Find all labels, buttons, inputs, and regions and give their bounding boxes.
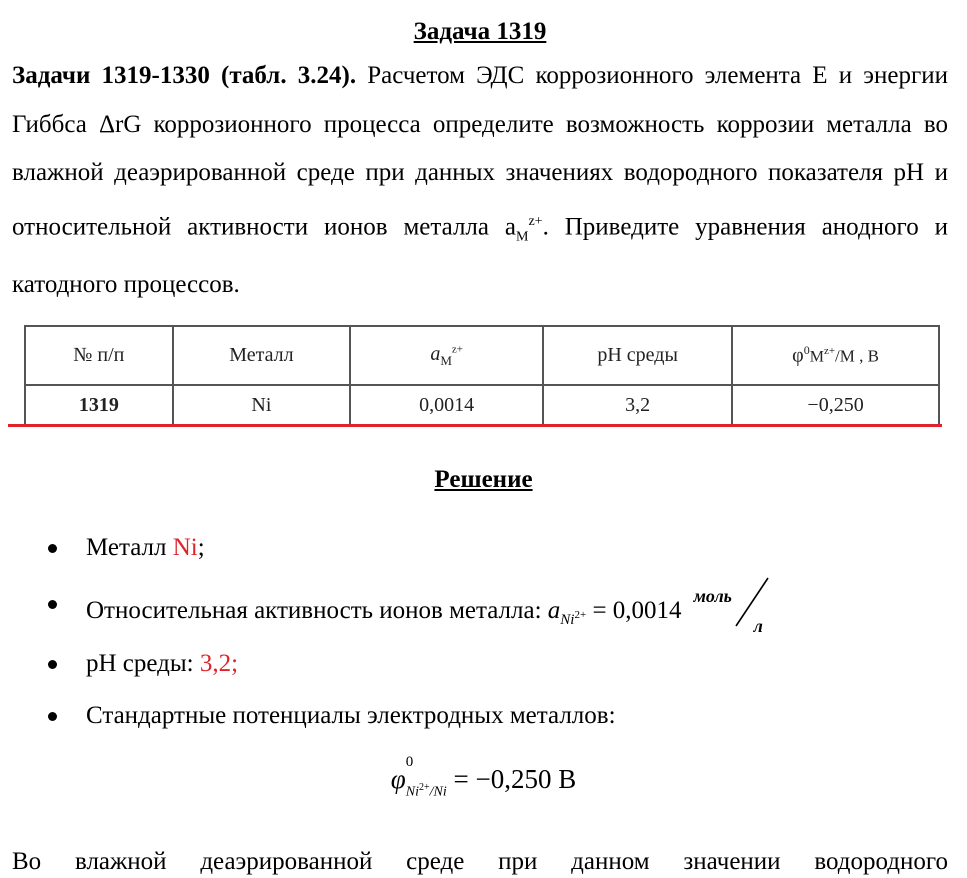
problem-text-2: . Приведите уравнения анодного и катодного процессов.	[12, 212, 948, 299]
activity-sub-wrap	[560, 609, 587, 628]
header-activity-sub: M	[440, 352, 452, 368]
bullet-dot-icon	[48, 712, 57, 721]
problem-sup-z: z+	[528, 213, 543, 229]
header-activity-sup: z+	[451, 342, 463, 355]
solution-bullet-list	[48, 530, 782, 732]
bullet-dot-icon	[48, 600, 57, 609]
cell-number: 1319	[25, 385, 173, 425]
header-potential-tail: /M , B	[835, 346, 879, 366]
formula-sub: Ni	[405, 785, 419, 800]
unit-denominator: л	[753, 616, 763, 636]
bullet-metal-value: Ni	[172, 534, 198, 561]
header-potential-supz: z+	[823, 345, 836, 358]
formula-sub-wrap	[406, 781, 447, 800]
list-item	[48, 700, 782, 732]
header-potential	[732, 326, 939, 385]
problem-lead: Задачи 1319-1330 (табл. 3.24).	[12, 62, 357, 89]
unit-fraction	[692, 586, 782, 636]
red-underline-divider	[8, 424, 942, 427]
activity-value: = 0,0014	[586, 597, 682, 624]
continuation-text: Во влажной деаэрированной среде при данном значении водородного	[12, 848, 948, 875]
document-body	[12, 0, 948, 310]
bullet-ph-value: 3,2;	[199, 650, 239, 677]
bullet-metal-label: Металл	[86, 534, 173, 561]
list-item	[48, 648, 782, 680]
header-number: № п/п	[25, 326, 173, 385]
formula-value: = −0,250 B	[446, 764, 577, 794]
solution-title: Решение	[434, 466, 533, 493]
bullet-dot-icon	[48, 544, 57, 553]
activity-sub: Ni	[560, 612, 575, 628]
cell-potential: −0,250	[732, 385, 939, 425]
problem-statement	[12, 52, 948, 310]
bullet-ph-label: pH среды:	[86, 650, 200, 677]
header-activity	[350, 326, 543, 385]
activity-a: a	[547, 597, 561, 624]
header-potential-sup0: 0	[803, 343, 810, 358]
page-title: Задача 1319	[413, 18, 547, 45]
table-row	[25, 385, 939, 425]
fraction-slash-icon	[732, 574, 772, 630]
header-potential-m: M	[809, 348, 824, 366]
formula-sup0: 0	[405, 754, 414, 771]
activity-sub-sup: 2+	[574, 609, 587, 621]
activity-formula	[547, 597, 682, 628]
header-activity-a: a	[430, 342, 441, 365]
table-header-row	[25, 326, 939, 385]
standard-potential-formula	[0, 754, 967, 800]
data-table-wrapper	[12, 325, 940, 426]
data-table	[24, 325, 940, 426]
bullet-metal-tail: ;	[197, 534, 205, 561]
list-item	[48, 532, 782, 564]
bullet-activity-label: Относительная активность ионов металла:	[86, 597, 548, 624]
formula-scripts	[405, 754, 447, 800]
problem-sub-m: M	[516, 228, 529, 244]
cell-ph: 3,2	[543, 385, 732, 425]
header-potential-phi: φ	[792, 344, 804, 367]
header-metal: Металл	[173, 326, 351, 385]
bullet-dot-icon	[48, 660, 57, 669]
bullet-potentials-label: Стандартные потенциалы электродных металлов:	[86, 702, 616, 729]
problem-text-1: Расчетом ЭДС коррозионного элемента E и энергии Гиббса ΔrG коррозионного процесса определите возможность коррозии металла во влажной деаэрированной среде при данных значениях водородного показателя pH и относительной активности ионов металла a	[12, 62, 949, 240]
cell-activity: 0,0014	[350, 385, 543, 425]
formula-sub-tail: /Ni	[429, 785, 447, 800]
list-item	[48, 586, 782, 636]
formula-sub-sup: 2+	[418, 782, 430, 794]
unit-numerator: моль	[693, 586, 732, 606]
formula-phi: φ	[390, 764, 406, 794]
header-ph: pH среды	[543, 326, 732, 385]
cell-metal: Ni	[173, 385, 351, 425]
